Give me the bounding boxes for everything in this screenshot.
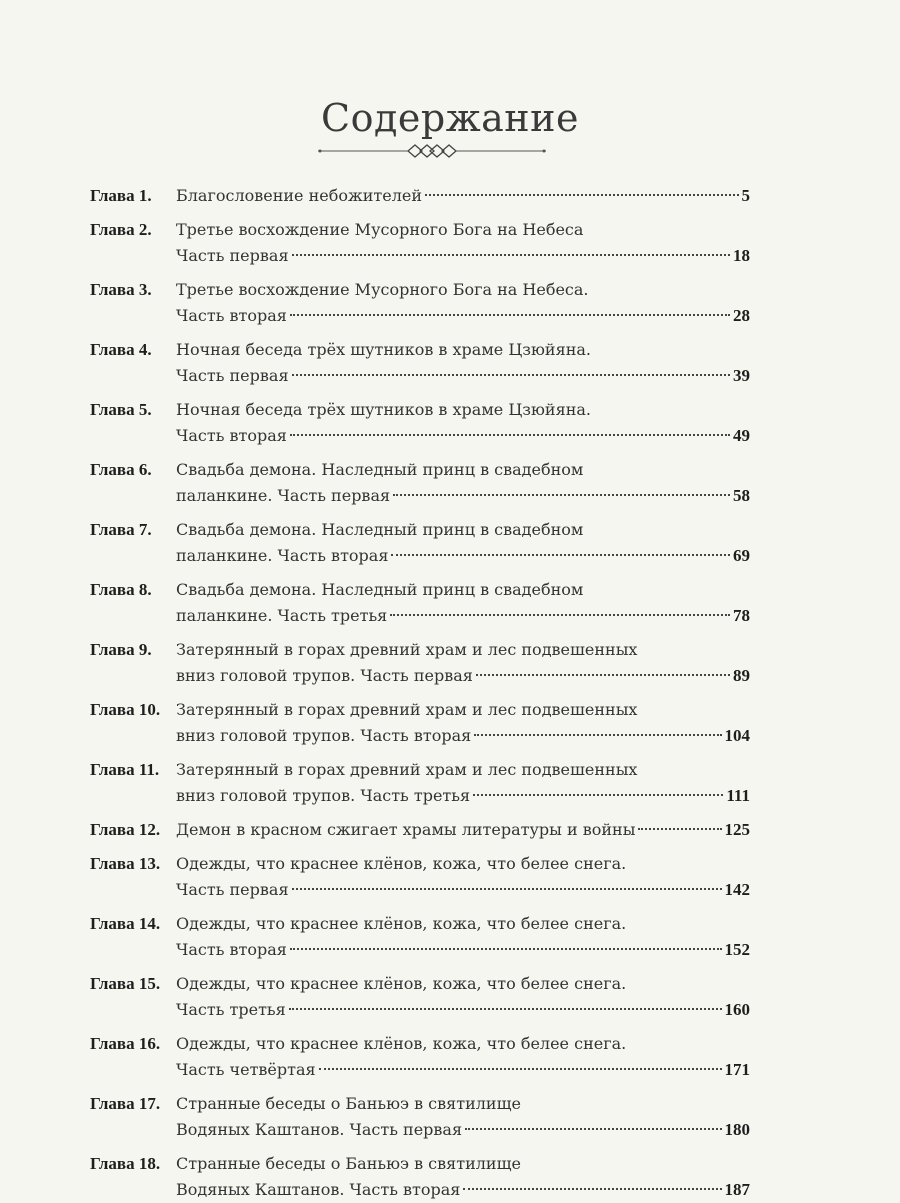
- chapter-number: Глава 1.: [90, 186, 152, 205]
- toc-entry[interactable]: [90, 1151, 750, 1203]
- chapter-title-line1: Ночная беседа трёх шутников в храме Цзюйяна.: [176, 400, 591, 419]
- dot-leader: [292, 254, 730, 256]
- chapter-title: [176, 1151, 750, 1203]
- toc-entry[interactable]: [90, 517, 750, 569]
- chapter-number: Глава 5.: [90, 400, 152, 419]
- page-number: 49: [733, 426, 750, 445]
- chapter-number: Глава 12.: [90, 820, 161, 839]
- chapter-number: Глава 4.: [90, 340, 152, 359]
- dot-leader: [638, 828, 721, 830]
- dot-leader: [292, 888, 722, 890]
- chapter-number: Глава 11.: [90, 760, 160, 779]
- chapter-number: Глава 10.: [90, 700, 161, 719]
- page-number: 125: [724, 820, 750, 839]
- page-number: 18: [733, 246, 750, 265]
- page-number: 171: [724, 1060, 750, 1079]
- ornament-divider-icon: [318, 140, 546, 162]
- dot-leader: [425, 194, 739, 196]
- toc-entry[interactable]: [90, 697, 750, 749]
- chapter-title: [176, 183, 750, 209]
- chapter-title: [176, 277, 750, 329]
- chapter-number: Глава 6.: [90, 460, 152, 479]
- chapter-title-line1: Свадьба демона. Наследный принц в свадебном: [176, 460, 584, 479]
- page-title: Содержание: [321, 96, 579, 140]
- dot-leader: [290, 434, 730, 436]
- chapter-title-line2: Часть вторая: [176, 306, 287, 325]
- chapter-number: Глава 3.: [90, 280, 152, 299]
- chapter-title: [176, 697, 750, 749]
- page-number: 142: [724, 880, 750, 899]
- chapter-title: [176, 1031, 750, 1083]
- chapter-title-line2: Часть первая: [176, 246, 289, 265]
- toc-entry[interactable]: [90, 577, 750, 629]
- chapter-number: Глава 17.: [90, 1094, 161, 1113]
- toc-entry[interactable]: [90, 911, 750, 963]
- chapter-number: Глава 2.: [90, 220, 152, 239]
- chapter-number: Глава 16.: [90, 1034, 161, 1053]
- chapter-title: [176, 851, 750, 903]
- dot-leader: [390, 614, 730, 616]
- chapter-title: [176, 817, 750, 843]
- chapter-title-line2: Часть первая: [176, 366, 289, 385]
- chapter-title-line2: Часть четвёртая: [176, 1060, 316, 1079]
- chapter-title-line2: вниз головой трупов. Часть первая: [176, 666, 473, 685]
- chapter-title-line1: Одежды, что краснее клёнов, кожа, что белее снега.: [176, 914, 627, 933]
- page-number: 104: [724, 726, 750, 745]
- chapter-title-line1: Одежды, что краснее клёнов, кожа, что белее снега.: [176, 854, 627, 873]
- toc-entry[interactable]: [90, 1031, 750, 1083]
- chapter-number: Глава 9.: [90, 640, 152, 659]
- page-number: 39: [733, 366, 750, 385]
- toc-entry[interactable]: [90, 183, 750, 209]
- page-number: 58: [733, 486, 750, 505]
- toc-entry[interactable]: [90, 397, 750, 449]
- chapter-title-line1: Странные беседы о Баньюэ в святилище: [176, 1094, 521, 1113]
- chapter-title-line2: Часть вторая: [176, 426, 287, 445]
- chapter-number: Глава 7.: [90, 520, 152, 539]
- chapter-title: [176, 457, 750, 509]
- chapter-title-line1: Третье восхождение Мусорного Бога на Небеса.: [176, 280, 589, 299]
- dot-leader: [465, 1128, 721, 1130]
- dot-leader: [474, 734, 721, 736]
- page-number: 89: [733, 666, 750, 685]
- dot-leader: [476, 674, 730, 676]
- dot-leader: [473, 794, 723, 796]
- dot-leader: [393, 494, 730, 496]
- chapter-title-line1: Свадьба демона. Наследный принц в свадебном: [176, 520, 584, 539]
- chapter-title-line2: Часть вторая: [176, 940, 287, 959]
- page-number: 78: [733, 606, 750, 625]
- chapter-title-line1: Третье восхождение Мусорного Бога на Небеса: [176, 220, 584, 239]
- chapter-title: [176, 971, 750, 1023]
- toc-entry[interactable]: [90, 851, 750, 903]
- chapter-number: Глава 15.: [90, 974, 161, 993]
- chapter-number: Глава 18.: [90, 1154, 161, 1173]
- page-number: 5: [741, 186, 750, 205]
- chapter-title-line2: Водяных Каштанов. Часть первая: [176, 1120, 463, 1139]
- chapter-title: [176, 637, 750, 689]
- toc-entry[interactable]: [90, 457, 750, 509]
- chapter-title-line1: Одежды, что краснее клёнов, кожа, что белее снега.: [176, 1034, 627, 1053]
- chapter-title-line2: Благословение небожителей: [176, 186, 422, 205]
- chapter-title: [176, 911, 750, 963]
- page-number: 69: [733, 546, 750, 565]
- chapter-title: [176, 517, 750, 569]
- chapter-title-line1: Ночная беседа трёх шутников в храме Цзюйяна.: [176, 340, 591, 359]
- chapter-title-line2: Водяных Каштанов. Часть вторая: [176, 1180, 461, 1199]
- chapter-title-line2: паланкине. Часть третья: [176, 606, 388, 625]
- chapter-title-line2: Часть третья: [176, 1000, 286, 1019]
- chapter-title-line1: Затерянный в горах древний храм и лес подвешенных: [176, 760, 638, 779]
- chapter-title-line1: Затерянный в горах древний храм и лес подвешенных: [176, 700, 638, 719]
- chapter-title: [176, 577, 750, 629]
- chapter-number: Глава 13.: [90, 854, 161, 873]
- dot-leader: [290, 314, 730, 316]
- chapter-number: Глава 8.: [90, 580, 152, 599]
- page-number: 180: [724, 1120, 750, 1139]
- chapter-title-line2: вниз головой трупов. Часть вторая: [176, 726, 472, 745]
- page-number: 187: [724, 1180, 750, 1199]
- chapter-title: [176, 337, 750, 389]
- toc-entry[interactable]: [90, 337, 750, 389]
- dot-leader: [292, 374, 730, 376]
- chapter-title-line1: Одежды, что краснее клёнов, кожа, что белее снега.: [176, 974, 627, 993]
- page-number: 28: [733, 306, 750, 325]
- toc-entry[interactable]: [90, 757, 750, 809]
- page-number: 160: [724, 1000, 750, 1019]
- toc-entry[interactable]: [90, 277, 750, 329]
- chapter-title: [176, 757, 750, 809]
- chapter-title-line1: Затерянный в горах древний храм и лес подвешенных: [176, 640, 638, 659]
- chapter-title: [176, 217, 750, 269]
- page-number: 111: [726, 786, 750, 805]
- toc-entry[interactable]: [90, 217, 750, 269]
- toc-entry[interactable]: [90, 971, 750, 1023]
- dot-leader: [290, 948, 722, 950]
- chapter-title-line2: вниз головой трупов. Часть третья: [176, 786, 471, 805]
- chapter-title: [176, 1091, 750, 1143]
- toc-entry[interactable]: [90, 817, 750, 843]
- chapter-title-line2: Часть первая: [176, 880, 289, 899]
- dot-leader: [463, 1188, 721, 1190]
- page-number: 152: [724, 940, 750, 959]
- dot-leader: [319, 1068, 722, 1070]
- chapter-title-line1: Странные беседы о Баньюэ в святилище: [176, 1154, 521, 1173]
- dot-leader: [391, 554, 730, 556]
- chapter-title-line2: паланкине. Часть первая: [176, 486, 391, 505]
- chapter-title: [176, 397, 750, 449]
- toc-entry[interactable]: [90, 637, 750, 689]
- chapter-title-line1: Свадьба демона. Наследный принц в свадебном: [176, 580, 584, 599]
- toc-entry[interactable]: [90, 1091, 750, 1143]
- chapter-title-line2: паланкине. Часть вторая: [176, 546, 389, 565]
- chapter-number: Глава 14.: [90, 914, 161, 933]
- chapter-title-line2: Демон в красном сжигает храмы литературы и войны: [176, 820, 636, 839]
- dot-leader: [289, 1008, 722, 1010]
- table-of-contents: [90, 183, 750, 1203]
